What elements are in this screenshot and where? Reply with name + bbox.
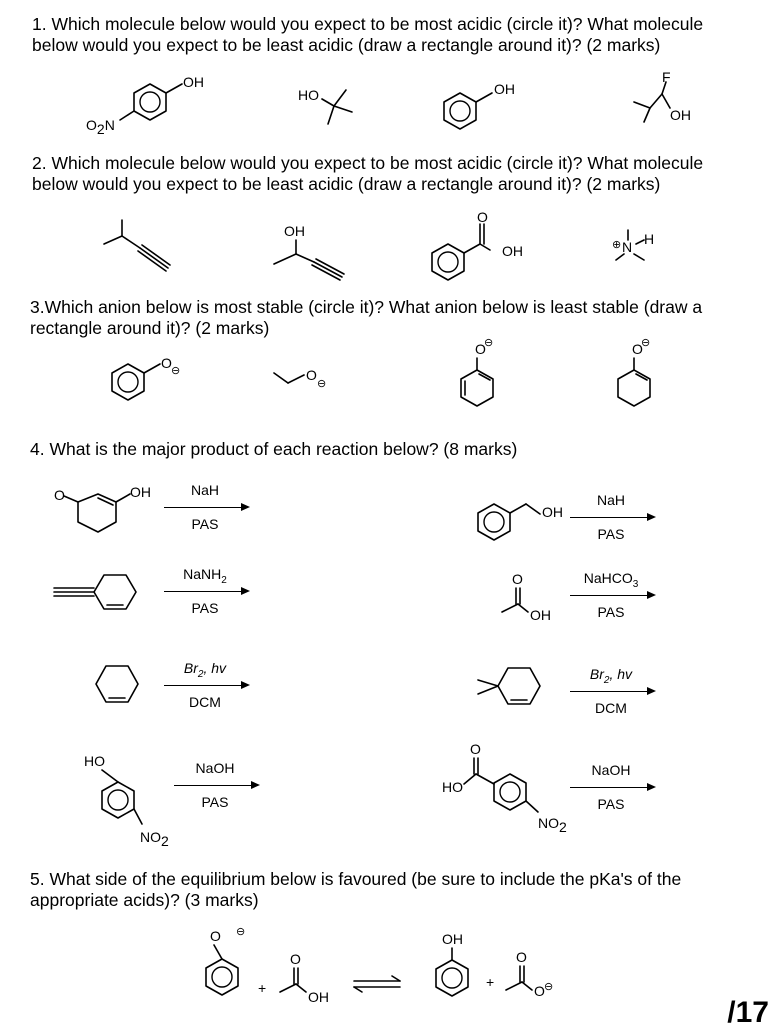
arrow-icon bbox=[570, 517, 648, 518]
molecule-nitrophenol-q4[interactable] bbox=[80, 750, 170, 850]
reaction-arrow-6 bbox=[566, 666, 656, 724]
label-no2: NO2 bbox=[140, 829, 169, 849]
label-f: F bbox=[662, 69, 671, 85]
reagent-label: NaNH$_2$ bbox=[183, 566, 227, 586]
plus-sign: + bbox=[486, 974, 495, 990]
molecule-fluoro-alcohol[interactable] bbox=[630, 69, 720, 132]
reagent-label: $Br_2$, hv bbox=[183, 660, 227, 680]
solvent-label: PAS bbox=[191, 600, 219, 616]
anion-cyclohexenolate[interactable] bbox=[612, 334, 682, 424]
reaction-arrow-1 bbox=[160, 482, 250, 540]
label-h: H bbox=[644, 231, 655, 247]
equilibrium-arrow-icon bbox=[350, 975, 406, 995]
molecule-benzoic-acid[interactable] bbox=[428, 208, 538, 288]
molecule-phenol-eq[interactable] bbox=[422, 930, 482, 1020]
molecule-dimethylcyclohexene[interactable] bbox=[474, 662, 554, 712]
minus-charge: ⊖ bbox=[484, 337, 494, 349]
label-o: O bbox=[534, 983, 545, 999]
label-ho: HO bbox=[298, 87, 319, 103]
arrow-icon bbox=[164, 591, 242, 592]
anion-phenoxide[interactable] bbox=[108, 350, 208, 410]
label-o: O bbox=[512, 571, 523, 587]
arrow-icon bbox=[164, 507, 242, 508]
label-oh: OH bbox=[530, 607, 551, 623]
label-oh: OH bbox=[284, 223, 305, 239]
reaction-arrow-3 bbox=[160, 566, 250, 624]
label-oh: OH bbox=[183, 74, 204, 90]
molecule-ethynyl-cyclohexene[interactable] bbox=[50, 565, 160, 625]
question-3: 3.Which anion below is most stable (circle it)? What anion below is least stable (draw a rectangle around it)? (2 marks) bbox=[30, 297, 703, 338]
solvent-label: DCM bbox=[595, 700, 627, 716]
solvent-label: PAS bbox=[191, 516, 219, 532]
minus-charge: ⊖ bbox=[236, 926, 246, 938]
label-o: O bbox=[54, 487, 65, 503]
minus-charge: ⊖ bbox=[544, 981, 554, 993]
molecule-phenol[interactable] bbox=[440, 75, 530, 135]
label-ho: HO bbox=[84, 753, 105, 769]
label-o: O bbox=[161, 355, 172, 371]
label-oh: OH bbox=[130, 484, 151, 500]
label-o: O bbox=[470, 741, 481, 757]
molecule-acetic-acid[interactable] bbox=[494, 572, 564, 632]
reagent-label: NaH bbox=[190, 482, 219, 498]
plus-sign: + bbox=[258, 980, 267, 996]
label-o: O bbox=[290, 951, 301, 967]
label-o: O bbox=[632, 341, 643, 357]
molecule-cyclohexanedione-enol[interactable] bbox=[50, 480, 160, 550]
plus-charge: ⊕ bbox=[612, 239, 622, 251]
anion-acetate-eq[interactable] bbox=[498, 950, 578, 1010]
molecule-trimethylammonium[interactable] bbox=[612, 226, 672, 276]
label-ho: HO bbox=[442, 779, 463, 795]
solvent-label: PAS bbox=[201, 794, 229, 810]
label-oh: OH bbox=[442, 931, 463, 947]
label-o: O bbox=[516, 949, 527, 965]
solvent-label: DCM bbox=[189, 694, 221, 710]
reaction-arrow-8 bbox=[566, 762, 656, 820]
reaction-arrow-5 bbox=[160, 660, 250, 718]
molecule-butynol[interactable] bbox=[270, 222, 360, 282]
solvent-label: PAS bbox=[597, 796, 625, 812]
arrow-icon bbox=[570, 691, 648, 692]
anion-ethoxide[interactable] bbox=[270, 365, 350, 405]
molecule-acetic-acid-eq[interactable] bbox=[272, 952, 342, 1012]
label-o: O bbox=[477, 209, 488, 225]
label-no2: NO2 bbox=[538, 815, 567, 835]
solvent-label: PAS bbox=[597, 604, 625, 620]
reagent-label: NaHCO$_3$ bbox=[583, 570, 639, 590]
label-oh: OH bbox=[494, 81, 515, 97]
reagent-label: $Br_2$, hv bbox=[589, 666, 633, 686]
reagent-label: NaOH bbox=[591, 762, 631, 778]
label-o: O bbox=[475, 341, 486, 357]
reaction-arrow-4 bbox=[566, 570, 656, 628]
solvent-label: PAS bbox=[597, 526, 625, 542]
molecule-tert-butanol[interactable] bbox=[296, 80, 366, 140]
minus-charge: ⊖ bbox=[317, 378, 327, 390]
minus-charge: ⊖ bbox=[171, 365, 181, 377]
reagent-label: NaH bbox=[596, 492, 625, 508]
label-n: N bbox=[622, 239, 633, 255]
total-score: /17 bbox=[727, 996, 769, 1029]
question-2: 2. Which molecule below would you expect to be most acidic (circle it)? What molecule below would you expect to be least acidic (draw a rectangle around it)? (2 marks) bbox=[32, 153, 704, 194]
reagent-label: NaOH bbox=[195, 760, 235, 776]
question-5: 5. What side of the equilibrium below is favoured (be sure to include the pKa's of the appropriate acids)? (3 marks) bbox=[30, 869, 682, 910]
arrow-icon bbox=[570, 595, 648, 596]
arrow-icon bbox=[570, 787, 648, 788]
question-4: 4. What is the major product of each reaction below? (8 marks) bbox=[30, 439, 518, 459]
label-oh: OH bbox=[308, 989, 329, 1005]
minus-charge: ⊖ bbox=[641, 337, 651, 349]
label-oh: OH bbox=[542, 504, 563, 520]
molecule-cyclohexene[interactable] bbox=[92, 660, 152, 710]
arrow-icon bbox=[164, 685, 242, 686]
label-o2n: O2N bbox=[86, 117, 115, 137]
reaction-arrow-2 bbox=[566, 492, 656, 550]
molecule-methylbutyne[interactable] bbox=[100, 218, 180, 278]
molecule-p-nitrophenol[interactable] bbox=[80, 70, 210, 140]
anion-phenoxide-eq[interactable] bbox=[196, 925, 256, 1020]
question-1: 1. Which molecule below would you expect to be most acidic (circle it)? What molecule below would you expect to be least acidic (draw a rectangle around it)? (2 marks) bbox=[32, 14, 704, 55]
label-oh: OH bbox=[502, 243, 523, 259]
label-oh: OH bbox=[670, 107, 691, 123]
label-o: O bbox=[210, 928, 221, 944]
label-o: O bbox=[306, 367, 317, 383]
arrow-icon bbox=[174, 785, 252, 786]
molecule-nitrobenzoic-acid[interactable] bbox=[440, 740, 580, 835]
reaction-arrow-7 bbox=[170, 760, 260, 818]
anion-cyclohexadienolate[interactable] bbox=[455, 334, 525, 424]
